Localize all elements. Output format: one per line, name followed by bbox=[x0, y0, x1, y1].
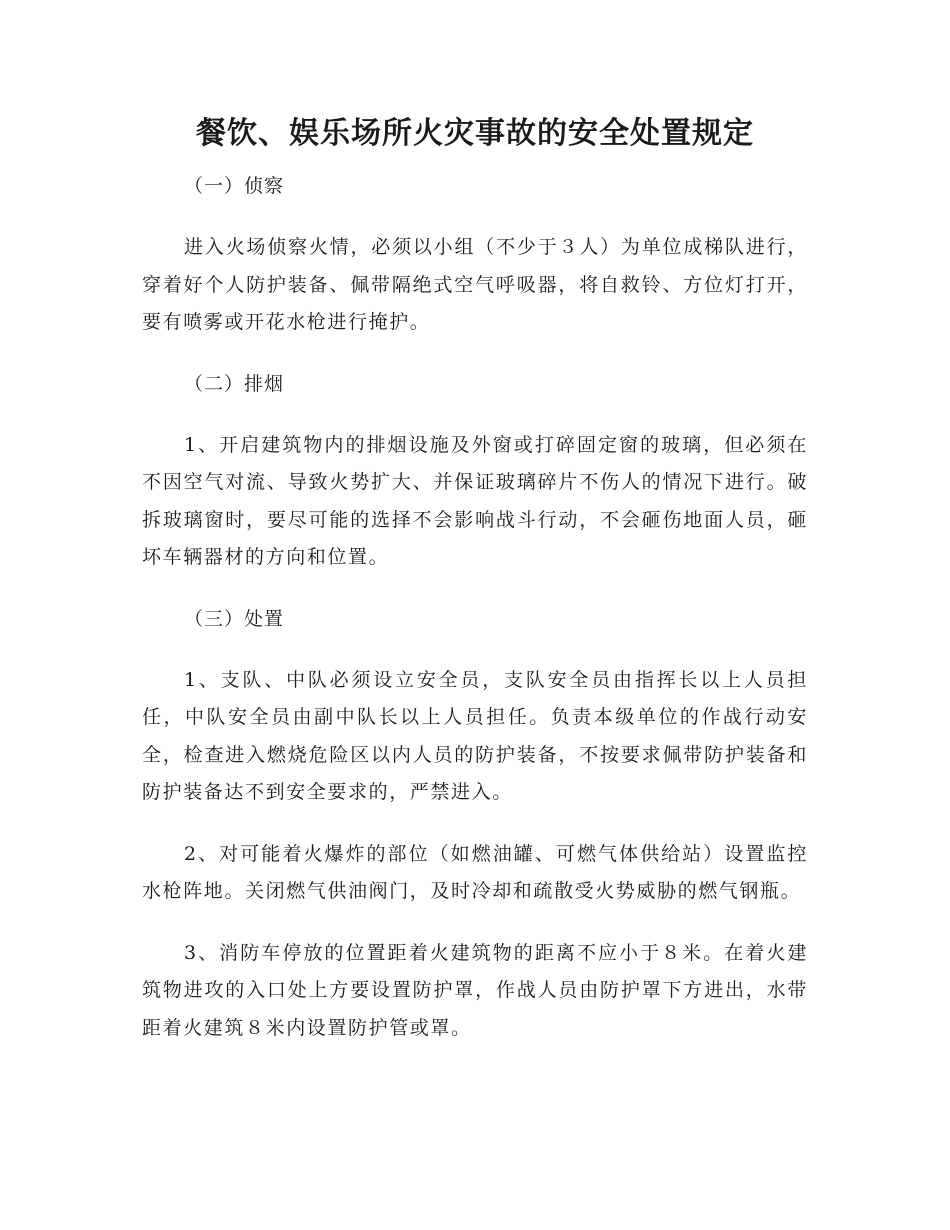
paragraph-smoke-1: 1、开启建筑物内的排烟设施及外窗或打碎固定窗的玻璃，但必须在不因空气对流、导致火势扩大、并保证玻璃碎片不伤人的情况下进行。破拆玻璃窗时，要尽可能的选择不会影响战斗行动，不会砸伤地面人员，砸坏车辆器材的方向和位置。 bbox=[142, 433, 808, 568]
paragraph-handling-3: 3、消防车停放的位置距着火建筑物的距离不应小于８米。在着火建筑物进攻的入口处上方要设置防护罩，作战人员由防护罩下方进出，水带距着火建筑８米内设置防护管或罩。 bbox=[142, 941, 808, 1039]
section-heading-recon: （一）侦察 bbox=[184, 175, 285, 197]
paragraph-handling-2: 2、对可能着火爆炸的部位（如燃油罐、可燃气体供给站）设置监控水枪阵地。关闭燃气供油阀门，及时冷却和疏散受火势威胁的燃气钢瓶。 bbox=[142, 842, 808, 902]
section-heading-smoke: （二）排烟 bbox=[184, 372, 285, 395]
paragraph-recon-1: 进入火场侦察火情，必须以小组（不少于３人）为单位成梯队进行，穿着好个人防护装备、佩带隔绝式空气呼吸器，将自救铃、方位灯打开，要有喷雾或开花水枪进行掩护。 bbox=[142, 236, 808, 333]
document-title: 餐饮、娱乐场所火灾事故的安全处置规定 bbox=[196, 116, 754, 151]
paragraph-handling-1: 1、支队、中队必须设立安全员，支队安全员由指挥长以上人员担任，中队安全员由副中队长以上人员担任。负责本级单位的作战行动安全，检查进入燃烧危险区以内人员的防护装备，不按要求佩带防护装备和防护装备达不到安全要求的，严禁进入。 bbox=[142, 668, 808, 803]
document-body bbox=[142, 168, 808, 1071]
section-heading-handling: （三）处置 bbox=[184, 607, 285, 630]
